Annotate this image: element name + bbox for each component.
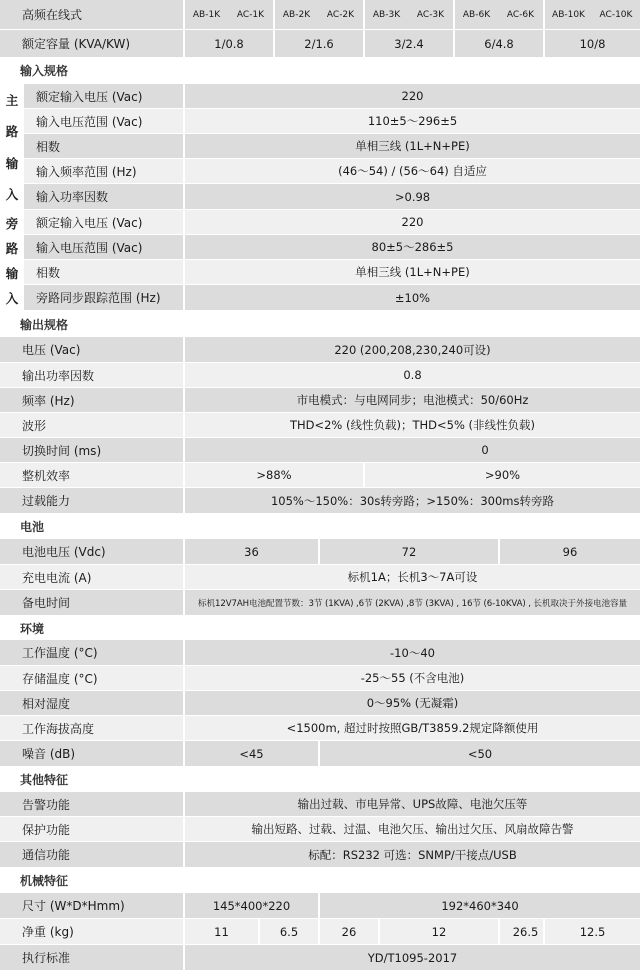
capacity-3k: 3/2.4 — [363, 30, 453, 57]
output-efficiency-low: >88% — [183, 463, 363, 487]
work-temp-value: -10～40 — [183, 640, 640, 665]
capacity-label: 额定容量 (KVA/KW) — [22, 37, 131, 51]
bypass-side-char-4: 入 — [5, 290, 19, 306]
model-header-label: 高频在线式 — [22, 8, 83, 22]
output-wave-row — [0, 413, 640, 438]
battery-backup-label: 备电时间 — [22, 596, 71, 610]
noise-high: <50 — [318, 741, 640, 766]
bypass-phase-label: 相数 — [24, 260, 183, 285]
altitude-row — [0, 716, 640, 741]
input-section-title: 输入规格 — [20, 64, 69, 78]
model-ac-1k: AC-1K — [236, 9, 265, 20]
output-overload-label: 过载能力 — [22, 494, 71, 508]
output-efficiency-label: 整机效率 — [22, 468, 71, 483]
capacity-1k: 1/0.8 — [183, 30, 273, 57]
bypass-rated-voltage-value: 220 — [183, 210, 640, 235]
main-voltage-range-row — [24, 109, 640, 134]
main-rated-voltage-value: 220 — [183, 84, 640, 109]
output-pf-row — [0, 363, 640, 388]
bypass-phase-value: 单相三线 (1L+N+PE) — [183, 260, 640, 285]
output-efficiency-high: >90% — [363, 463, 640, 487]
main-freq-range-label: 输入频率范围 (Hz) — [24, 159, 183, 184]
environment-section-title: 环境 — [20, 621, 45, 636]
main-pf-label: 输入功率因数 — [24, 184, 183, 210]
comm-row — [0, 842, 640, 868]
output-section-header — [0, 311, 640, 337]
main-voltage-range-label: 输入电压范围 (Vac) — [24, 109, 183, 134]
battery-voltage-label: 电池电压 (Vdc) — [22, 545, 106, 559]
size-row — [0, 893, 640, 919]
other-section-header — [0, 767, 640, 792]
output-freq-value: 市电模式：与电网同步；电池模式：50/60Hz — [183, 388, 640, 412]
battery-current-value: 标机1A；长机3～7A可设 — [183, 565, 640, 589]
output-overload-row — [0, 488, 640, 514]
main-rated-voltage-label: 额定输入电压 (Vac) — [24, 84, 183, 109]
bypass-phase-row — [24, 260, 640, 285]
capacity-10k: 10/8 — [543, 30, 640, 57]
mech-section-title: 机械特征 — [20, 874, 69, 888]
store-temp-row — [0, 666, 640, 691]
main-phase-label: 相数 — [24, 134, 183, 159]
bypass-side-char-1: 旁 — [5, 215, 19, 231]
output-section-title: 输出规格 — [20, 317, 69, 332]
model-ac-3k: AC-3K — [416, 9, 445, 20]
mech-section-header — [0, 868, 640, 893]
humidity-label: 相对湿度 — [22, 696, 71, 711]
battery-voltage-3: 96 — [498, 539, 640, 564]
store-temp-value: -25～55 (不含电池) — [183, 666, 640, 690]
main-voltage-range-value: 110±5～296±5 — [183, 109, 640, 134]
output-pf-label: 输出功率因数 — [22, 368, 95, 383]
weight-4: 12 — [378, 919, 498, 944]
other-section-title: 其他特征 — [20, 773, 69, 787]
protect-row — [0, 817, 640, 842]
size-small: 145*400*220 — [183, 893, 318, 918]
model-ab-10k: AB-10K — [543, 0, 592, 29]
battery-section-title: 电池 — [20, 520, 45, 534]
battery-backup-row — [0, 590, 640, 616]
weight-6: 12.5 — [543, 919, 640, 944]
protect-value: 输出短路、过载、过温、电池欠压、输出过欠压、风扇故障告警 — [183, 817, 640, 841]
model-ab-3k: AB-3K — [363, 0, 408, 29]
capacity-6k: 6/4.8 — [453, 30, 543, 57]
humidity-row — [0, 691, 640, 716]
bypass-input-side-label — [0, 210, 24, 310]
model-header-row — [0, 0, 640, 30]
output-switch-value: 0 — [183, 438, 640, 462]
model-ab-2k: AB-2K — [273, 0, 318, 29]
output-efficiency-row — [0, 463, 640, 488]
environment-section-header — [0, 616, 640, 640]
bypass-rated-voltage-row — [24, 210, 640, 235]
model-ab-1k: AB-1K — [183, 0, 228, 29]
model-ab-6k: AB-6K — [453, 0, 498, 29]
battery-voltage-1: 36 — [183, 539, 318, 564]
output-wave-value: THD<2% (线性负载)；THD<5% (非线性负载) — [183, 413, 640, 437]
battery-current-label: 充电电流 (A) — [22, 570, 92, 585]
standard-value: YD/T1095-2017 — [183, 945, 640, 970]
comm-value: 标配：RS232 可选：SNMP/干接点/USB — [183, 842, 640, 867]
bypass-voltage-range-label: 输入电压范围 (Vac) — [24, 235, 183, 260]
standard-label: 执行标准 — [22, 951, 71, 965]
main-side-char-1: 主 — [5, 92, 19, 108]
output-pf-value: 0.8 — [183, 363, 640, 387]
noise-row — [0, 741, 640, 767]
noise-low: <45 — [183, 741, 318, 766]
store-temp-label: 存储温度 (°C) — [22, 671, 98, 686]
battery-current-row — [0, 565, 640, 590]
main-pf-row — [24, 184, 640, 210]
bypass-side-char-3: 输 — [5, 265, 19, 281]
output-wave-label: 波形 — [22, 418, 47, 433]
main-phase-row — [24, 134, 640, 159]
weight-2: 6.5 — [258, 919, 318, 944]
weight-3: 26 — [318, 919, 378, 944]
main-rated-voltage-row — [24, 84, 640, 109]
alarm-label: 告警功能 — [22, 797, 71, 812]
bypass-rated-voltage-label: 额定输入电压 (Vac) — [24, 210, 183, 235]
battery-voltage-2: 72 — [318, 539, 498, 564]
alarm-row — [0, 792, 640, 817]
main-input-side-label — [0, 84, 24, 210]
model-ac-10k: AC-10K — [599, 9, 633, 20]
model-ac-2k: AC-2K — [326, 9, 355, 20]
humidity-value: 0～95% (无凝霜) — [183, 691, 640, 715]
output-switch-row — [0, 438, 640, 463]
protect-label: 保护功能 — [22, 822, 71, 837]
work-temp-label: 工作温度 (°C) — [22, 646, 98, 660]
comm-label: 通信功能 — [22, 848, 71, 862]
noise-label: 噪音 (dB) — [22, 747, 76, 761]
size-large: 192*460*340 — [318, 893, 640, 918]
battery-backup-value: 标机12V7AH电池配置节数：3节 (1KVA) ,6节 (2KVA) ,8节 (3KVA) , 16节 (6-10KVA) , 长机取决于外接电池容量 — [183, 590, 640, 615]
weight-5: 26.5 — [498, 919, 543, 944]
main-side-char-3: 输 — [5, 155, 19, 171]
model-ac-6k: AC-6K — [506, 9, 535, 20]
battery-section-header — [0, 514, 640, 539]
main-phase-value: 单相三线 (1L+N+PE) — [183, 134, 640, 159]
output-voltage-row — [0, 337, 640, 363]
alarm-value: 输出过载、市电异常、UPS故障、电池欠压等 — [183, 792, 640, 816]
bypass-side-char-2: 路 — [5, 240, 19, 256]
weight-row — [0, 919, 640, 945]
capacity-row — [0, 30, 640, 58]
bypass-sync-value: ±10% — [183, 285, 640, 311]
bypass-voltage-range-row — [24, 235, 640, 260]
main-freq-range-value: (46～54) / (56～64) 自适应 — [183, 159, 640, 184]
input-section-header — [0, 58, 640, 83]
capacity-2k: 2/1.6 — [273, 30, 363, 57]
battery-voltage-row — [0, 539, 640, 565]
altitude-label: 工作海拔高度 — [22, 721, 95, 736]
output-freq-row — [0, 388, 640, 413]
output-voltage-label: 电压 (Vac) — [22, 343, 81, 357]
output-overload-value: 105%～150%：30s转旁路；>150%：300ms转旁路 — [183, 488, 640, 513]
output-freq-label: 频率 (Hz) — [22, 393, 75, 408]
main-side-char-2: 路 — [5, 124, 19, 140]
output-voltage-value: 220 (200,208,230,240可设) — [183, 337, 640, 362]
altitude-value: <1500m, 超过时按照GB/T3859.2规定降额使用 — [183, 716, 640, 740]
main-pf-value: >0.98 — [183, 184, 640, 210]
bypass-voltage-range-value: 80±5～286±5 — [183, 235, 640, 260]
size-label: 尺寸 (W*D*Hmm) — [22, 899, 125, 913]
weight-1: 11 — [183, 919, 258, 944]
main-freq-range-row — [24, 159, 640, 184]
standard-row — [0, 945, 640, 970]
main-side-char-4: 入 — [5, 187, 19, 203]
bypass-sync-row — [24, 285, 640, 311]
weight-label: 净重 (kg) — [22, 925, 74, 939]
work-temp-row — [0, 640, 640, 666]
output-switch-label: 切换时间 (ms) — [22, 443, 102, 458]
bypass-sync-label: 旁路同步跟踪范围 (Hz) — [24, 285, 183, 311]
